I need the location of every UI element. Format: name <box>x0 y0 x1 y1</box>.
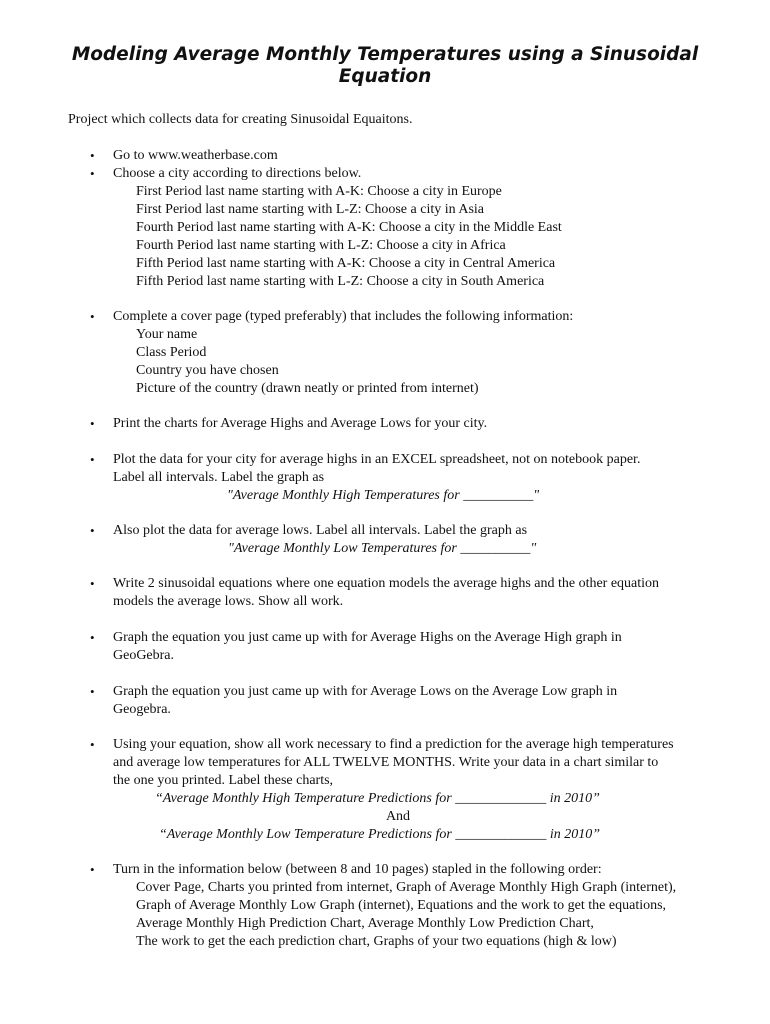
list-item-print-charts <box>90 415 743 433</box>
prediction-caption-lows: “Average Monthly Low Temperature Predictions for _____________ in 2010” <box>159 827 600 842</box>
list-item-turn-in <box>90 861 743 951</box>
item-text: the one you printed. Label these charts, <box>113 773 334 788</box>
bullet-icon: • <box>90 416 95 431</box>
turn-in-order-line: The work to get the each prediction chart, Graphs of your two equations (high & low) <box>136 934 617 949</box>
bullet-icon: • <box>90 684 95 699</box>
list-item-write-equations <box>90 575 743 611</box>
graph-caption-lows: "Average Monthly Low Temperatures for __________" <box>228 541 537 556</box>
page-title: Modeling Average Monthly Temperatures using a Sinusoidal Equation <box>71 44 699 87</box>
city-rule: First Period last name starting with A-K: Choose a city in Europe <box>136 184 502 199</box>
list-item-graph-highs <box>90 629 743 665</box>
cover-info-line: Class Period <box>136 345 207 360</box>
bullet-icon: • <box>90 309 95 324</box>
item-text: GeoGebra. <box>113 648 175 663</box>
city-rule: Fourth Period last name starting with L-Z: Choose a city in Africa <box>136 238 506 253</box>
list-item-plot-highs <box>90 451 743 505</box>
item-text: Turn in the information below (between 8 and 10 pages) stapled in the following order: <box>113 862 602 877</box>
item-text: and average low temperatures for ALL TWELVE MONTHS. Write your data in a chart similar to <box>113 755 659 770</box>
item-text: Graph the equation you just came up with for Average Highs on the Average High graph in <box>113 630 622 645</box>
item-text: Using your equation, show all work necessary to find a prediction for the average high temperatures <box>113 737 674 752</box>
item-text: Graph the equation you just came up with for Average Lows on the Average Low graph in <box>113 684 618 699</box>
bullet-icon: • <box>90 737 95 752</box>
prediction-caption-highs: “Average Monthly High Temperature Predictions for _____________ in 2010” <box>155 791 600 806</box>
list-item-graph-lows <box>90 683 743 719</box>
item-text: Geogebra. <box>113 702 171 717</box>
turn-in-order-line: Cover Page, Charts you printed from internet, Graph of Average Monthly High Graph (internet), <box>136 880 677 895</box>
item-text: Choose a city according to directions below. <box>113 166 362 181</box>
bullet-icon: • <box>90 630 95 645</box>
item-text: Go to www.weatherbase.com <box>113 148 278 163</box>
and-word: And <box>385 809 411 824</box>
bullet-icon: • <box>90 148 95 163</box>
city-rule: Fifth Period last name starting with A-K: Choose a city in Central America <box>136 256 556 271</box>
turn-in-order-line: Graph of Average Monthly Low Graph (internet), Equations and the work to get the equations, <box>136 898 667 913</box>
bullet-icon: • <box>90 576 95 591</box>
item-text: Write 2 sinusoidal equations where one equation models the average highs and the other equation <box>113 576 660 591</box>
bullet-icon: • <box>90 452 95 467</box>
list-item-cover-page <box>90 308 743 398</box>
list-item-website <box>90 147 743 165</box>
graph-caption-highs: "Average Monthly High Temperatures for __________" <box>227 488 540 503</box>
item-text: Also plot the data for average lows. Label all intervals. Label the graph as <box>113 523 528 538</box>
intro-text: Project which collects data for creating Sinusoidal Equaitons. <box>68 112 413 127</box>
city-rule: Fourth Period last name starting with A-K: Choose a city in the Middle East <box>136 220 562 235</box>
city-rule: First Period last name starting with L-Z: Choose a city in Asia <box>136 202 485 217</box>
list-item-choose-city <box>90 165 743 291</box>
item-text: Print the charts for Average Highs and Average Lows for your city. <box>113 416 488 431</box>
cover-info-line: Picture of the country (drawn neatly or printed from internet) <box>136 381 479 396</box>
turn-in-order-line: Average Monthly High Prediction Chart, Average Monthly Low Prediction Chart, <box>136 916 594 931</box>
bullet-icon: • <box>90 523 95 538</box>
cover-info-line: Country you have chosen <box>136 363 279 378</box>
item-text: models the average lows. Show all work. <box>113 594 344 609</box>
city-rule: Fifth Period last name starting with L-Z: Choose a city in South America <box>136 274 545 289</box>
item-text: Plot the data for your city for average highs in an EXCEL spreadsheet, not on notebook paper. <box>113 452 641 467</box>
list-item-plot-lows <box>90 522 743 558</box>
bullet-icon: • <box>90 862 95 877</box>
list-item-predictions <box>90 736 743 844</box>
cover-info-line: Your name <box>136 327 198 342</box>
item-text: Complete a cover page (typed preferably) that includes the following information: <box>113 309 574 324</box>
item-text: Label all intervals. Label the graph as <box>113 470 325 485</box>
bullet-icon: • <box>90 166 95 181</box>
